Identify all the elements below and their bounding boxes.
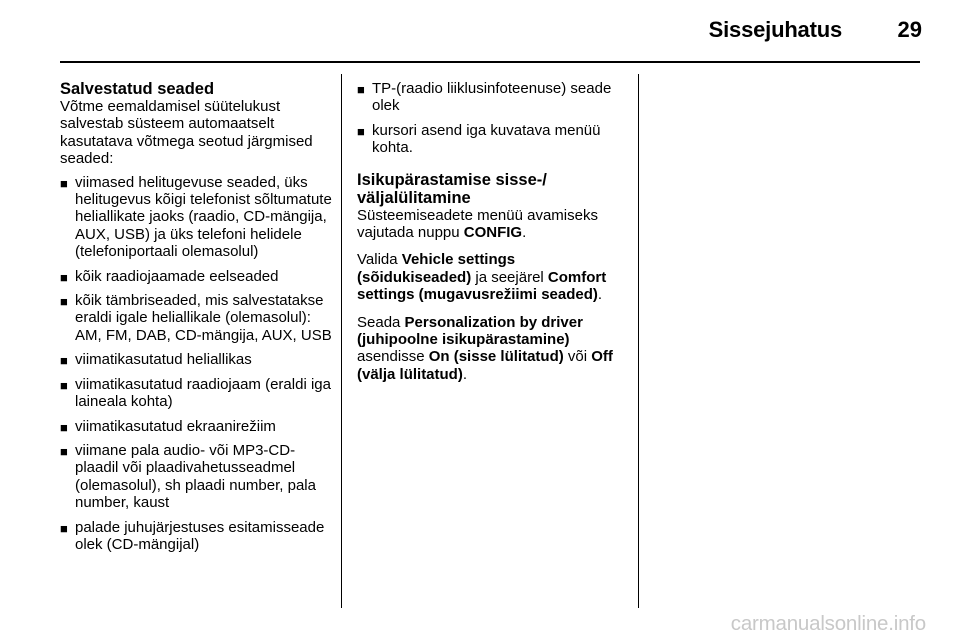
bullet-icon: ■ — [60, 419, 68, 435]
saved-settings-list — [60, 174, 335, 554]
saved-settings-list-continued — [357, 80, 632, 157]
vehicle-settings-paragraph: Valida Vehicle settings (sõidukiseaded) ja seejärel Comfort settings (mugavusrežiimi seaded). — [357, 251, 607, 304]
section-heading-saved-settings: Salvestatud seaded — [60, 80, 215, 98]
bullet-icon: ■ — [60, 353, 68, 369]
bullet-icon: ■ — [60, 443, 68, 459]
bullet-icon: ■ — [60, 269, 68, 285]
personalization-paragraph: Seada Personalization by driver (juhipoolne isikupärastamine) asendisse On (sisse lülitatud) või Off (välja lülitatud). — [357, 313, 613, 383]
list-item: ■ TP-(raadio liiklusinfoteenuse) seade olek — [357, 80, 612, 115]
list-item: ■ palade juhujärjestuses esitamisseade olek (CD-mängijal) — [60, 518, 325, 553]
bullet-icon: ■ — [357, 82, 365, 97]
column-divider-2 — [638, 74, 639, 608]
bullet-icon: ■ — [60, 175, 68, 191]
bullet-icon: ■ — [60, 520, 68, 536]
bullet-icon: ■ — [60, 377, 68, 393]
list-item: ■ viimased helitugevuse seaded, üks helitugevus kõigi telefonist sõltumatute heliallikate jaoks (raadio, CD-mängija, AUX, USB) ja üks telefoni helidele (telefoniportaali olemasolul) — [60, 173, 332, 261]
list-item: ■ kõik tämbriseaded, mis salvestatakse eraldi igale heliallikale (olemasolul): AM, FM, DAB, CD-mängija, AUX, USB — [60, 292, 332, 344]
left-column — [60, 80, 335, 560]
list-item: ■ viimatikasutatud raadiojaam (eraldi iga laineala kohta) — [60, 375, 331, 411]
config-paragraph: Süsteemiseadete menüü avamiseks vajutada nuppu CONFIG. — [357, 206, 598, 242]
page-number: 29 — [897, 17, 922, 42]
column-divider-1 — [341, 74, 342, 608]
section-heading-personalization: Isikupärastamise sisse-/ väljalülitamine — [357, 170, 547, 207]
list-item: ■ kõik raadiojaamade eelseaded — [60, 267, 279, 285]
bullet-icon: ■ — [60, 294, 68, 310]
page-header-title: Sissejuhatus — [708, 17, 842, 42]
list-item: ■ viimatikasutatud ekraanirežiim — [60, 417, 276, 435]
bullet-icon: ■ — [357, 123, 365, 139]
header-rule — [60, 61, 920, 63]
intro-paragraph: Võtme eemaldamisel süütelukust salvestab süsteem automaatselt kasutatava võtmega seotud järgmised seaded: — [60, 98, 313, 168]
watermark: carmanualsonline.info — [730, 612, 926, 635]
list-item: ■ viimatikasutatud heliallikas — [60, 351, 252, 369]
list-item: ■ kursori asend iga kuvatava menüü kohta. — [357, 121, 601, 157]
right-column — [357, 80, 632, 393]
list-item: ■ viimane pala audio- või MP3-CD-plaadil või plaadivahetusseadmel (olemasolul), sh plaadi number, pala number, kaust — [60, 441, 316, 512]
